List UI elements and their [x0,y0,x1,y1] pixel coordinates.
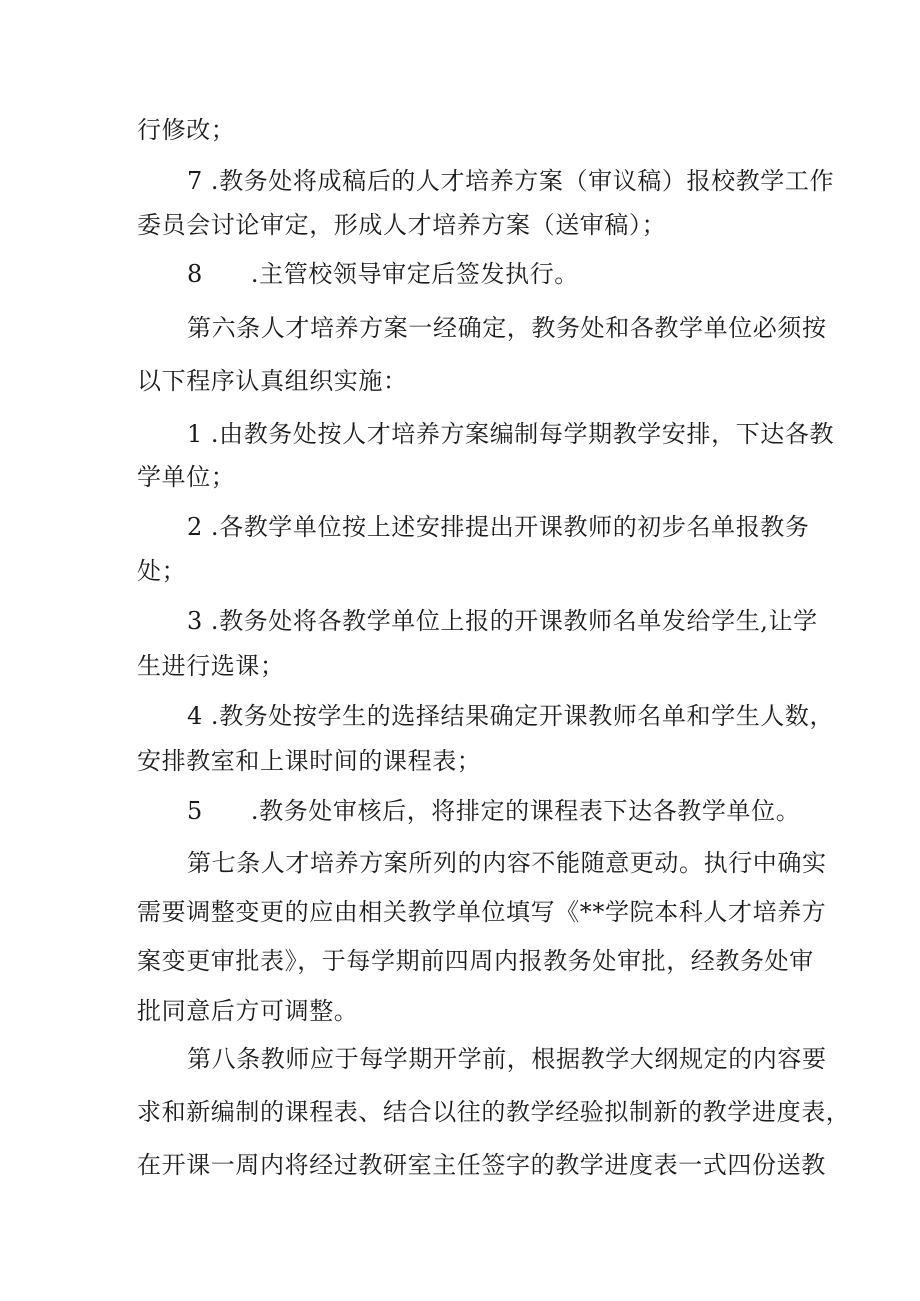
line-text: 安排教室和上课时间的课程表； [137,747,482,775]
line-text: 批同意后方可调整。 [137,997,359,1025]
article-paragraph-start [187,1047,827,1071]
list-item [187,609,818,633]
text-line [137,1153,826,1177]
line-text: .教务处按学生的选择结果确定开课教师名单和学生人数， [210,702,835,730]
line-text: .教务处将成稿后的人才培养方案（审议稿）报校教学工作 [210,167,835,195]
line-text: 处； [137,557,187,585]
line-text: 案变更审批表》，于每学期前四周内报教务处审批，经教务处审 [137,947,814,975]
text-line [137,999,358,1023]
line-text: .由教务处按人才培养方案编制每学期教学安排，下达各教 [210,420,835,448]
line-text: 委员会讨论审定，形成人才培养方案（送审稿）； [137,211,667,239]
item-number: 8 [187,260,203,288]
text-line [137,900,826,924]
line-text: .教务处将各教学单位上报的开课教师名单发给学生,让学 [210,607,818,635]
line-text: 行修改； [137,116,236,144]
list-item [187,704,834,728]
article-paragraph-start [187,316,827,340]
text-line [137,465,235,489]
text-line [137,749,481,773]
line-text: 学单位； [137,463,236,491]
item-number: 7 [187,167,203,195]
text-line [137,213,666,237]
text-line [137,1100,850,1124]
line-text: 以下程序认真组织实施： [137,367,408,395]
list-item [187,799,800,823]
line-text: 第六条人才培养方案一经确定，教务处和各教学单位必须按 [187,314,827,342]
text-line [137,949,814,973]
list-item [187,515,810,539]
line-text: .各教学单位按上述安排提出开课教师的初步名单报教务 [210,513,810,541]
line-text: 求和新编制的课程表、结合以往的教学经验拟制新的教学进度表， [137,1098,851,1126]
line-text: 第八条教师应于每学期开学前，根据教学大纲规定的内容要 [187,1045,827,1073]
text-line [137,559,186,583]
item-number: 4 [187,702,203,730]
item-number: 1 [187,420,203,448]
line-text: .主管校领导审定后签发执行。 [250,260,579,288]
list-item [187,169,834,193]
list-item [187,422,834,446]
line-text: 第七条人才培养方案所列的内容不能随意更动。执行中确实 [187,849,827,877]
item-number: 5 [187,797,203,825]
line-text: .教务处审核后，将排定的课程表下达各教学单位。 [250,797,801,825]
article-paragraph-start [187,851,827,875]
text-line [137,654,285,678]
line-text: 在开课一周内将经过教研室主任签字的教学进度表一式四份送教 [137,1151,826,1179]
item-number: 3 [187,607,203,635]
line-text: 生进行选课； [137,652,285,680]
list-item [187,262,579,286]
line-text: 需要调整变更的应由相关教学单位填写《**学院本科人才培养方 [137,898,827,926]
text-line [137,118,235,142]
text-line [137,369,408,393]
item-number: 2 [187,513,203,541]
